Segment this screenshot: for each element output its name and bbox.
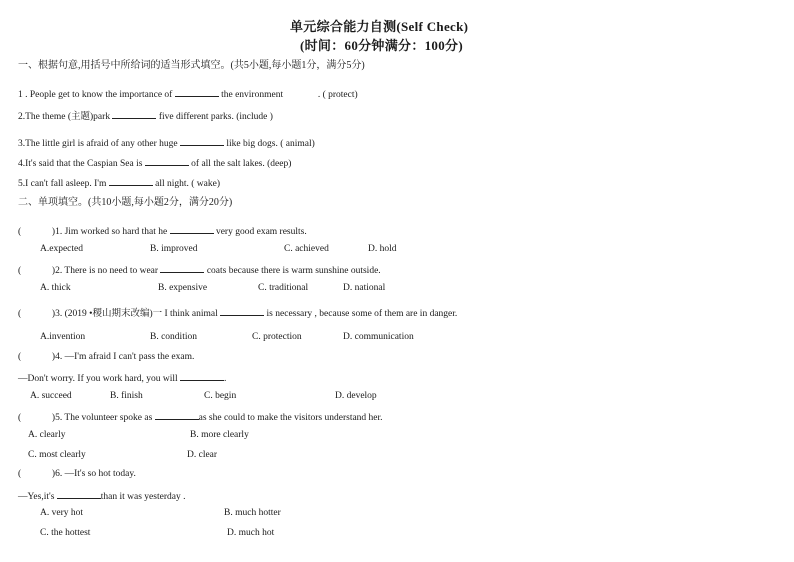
answer-blank[interactable] [112, 110, 156, 119]
question-text: 5.I can't fall asleep. I'm [18, 179, 107, 189]
fill-question-3 [18, 137, 315, 150]
question-stem: —Don't worry. If you work hard, you will [18, 374, 178, 384]
question-text: 2.The theme (主题)park [18, 112, 111, 122]
option-b: B. improved [150, 244, 198, 254]
option-c: C. traditional [258, 283, 309, 293]
question-stem: )2. There is no need to wear [51, 266, 159, 276]
question-text: the environment [221, 90, 284, 100]
fill-question-2 [18, 110, 273, 123]
answer-paren: ( [18, 413, 22, 423]
question-text: five different parks. (include ) [158, 112, 273, 122]
answer-paren: ( [18, 309, 22, 319]
answer-blank[interactable] [180, 372, 224, 381]
option-b: B. expensive [158, 283, 208, 293]
dialogue-reply [18, 372, 226, 385]
question-text: 1 . People get to know the importance of [18, 90, 173, 100]
question-stem: . [224, 374, 227, 384]
answer-blank[interactable] [145, 157, 189, 166]
option-b: B. condition [150, 332, 197, 342]
question-text: 4.It's said that the Caspian Sea is [18, 159, 143, 169]
answer-paren: ( [18, 227, 22, 237]
choice-question-6 [18, 470, 136, 480]
answer-paren: ( [18, 266, 22, 276]
choice-question-4 [18, 353, 194, 363]
question-stem: )3. (2019 •稷山期末改编)一 I think animal [51, 309, 218, 319]
choice-question-3 [18, 307, 457, 320]
answer-paren: ( [18, 469, 22, 479]
option-c: C. begin [204, 391, 237, 401]
answer-blank[interactable] [57, 490, 101, 499]
choice-question-1 [18, 225, 307, 238]
answer-blank[interactable] [180, 137, 224, 146]
option-c: C. most clearly [28, 450, 86, 460]
option-a: A. thick [40, 283, 71, 293]
fill-question-5 [18, 177, 220, 190]
option-d: D. clear [187, 450, 218, 460]
page-subtitle: (时间：60分钟满分：100分) [300, 38, 463, 53]
question-stem: very good exam results. [215, 227, 307, 237]
option-c: C. protection [252, 332, 302, 342]
question-stem: )1. Jim worked so hard that he [51, 227, 168, 237]
question-text: of all the salt lakes. (deep) [191, 159, 292, 169]
question-text: 3.The little girl is afraid of any other huge [18, 139, 178, 149]
choice-question-2 [18, 264, 381, 277]
dialogue-reply [18, 490, 185, 503]
option-c: C. achieved [284, 244, 329, 254]
option-d: D. much hot [227, 528, 275, 538]
question-stem: )6. —It's so hot today. [51, 469, 136, 479]
fill-question-4 [18, 157, 291, 170]
option-a: A. clearly [28, 430, 66, 440]
option-b: B. much hotter [224, 508, 281, 518]
option-b: B. finish [110, 391, 143, 401]
question-stem: )4. —I'm afraid I can't pass the exam. [51, 352, 195, 362]
question-text: all night. ( wake) [155, 179, 221, 189]
answer-blank[interactable] [109, 177, 153, 186]
question-hint: . ( protect) [317, 90, 358, 100]
option-d: D. develop [335, 391, 377, 401]
fill-question-1 [18, 88, 358, 101]
answer-blank[interactable] [155, 411, 199, 420]
option-a: A.invention [40, 332, 86, 342]
choice-question-5 [18, 411, 383, 424]
section-1-heading: 一、根据句意,用括号中所给词的适当形式填空。(共5小题,每小题1分，满分5分) [18, 60, 365, 71]
question-stem: as she could to make the visitors understand her. [198, 413, 383, 423]
option-c: C. the hottest [40, 528, 91, 538]
answer-blank[interactable] [220, 307, 264, 316]
option-a: A. succeed [30, 391, 72, 401]
option-d: D. national [343, 283, 386, 293]
answer-blank[interactable] [160, 264, 204, 273]
option-a: A.expected [40, 244, 83, 254]
question-stem: is necessary , because some of them are in danger. [266, 309, 458, 319]
question-stem: coats because there is warm sunshine outside. [206, 266, 381, 276]
question-text: like big dogs. ( animal) [226, 139, 315, 149]
answer-blank[interactable] [170, 225, 214, 234]
question-stem: )5. The volunteer spoke as [51, 413, 153, 423]
option-d: D. communication [343, 332, 414, 342]
question-stem: than it was yesterday . [100, 492, 186, 502]
option-d: D. hold [368, 244, 397, 254]
page-title: 单元综合能力自测(Self Check) [290, 19, 469, 34]
question-stem: —Yes,it's [18, 492, 55, 502]
option-b: B. more clearly [190, 430, 249, 440]
option-a: A. very hot [40, 508, 84, 518]
section-2-heading: 二、单项填空。(共10小题,每小题2分，满分20分) [18, 197, 233, 208]
answer-blank[interactable] [175, 88, 219, 97]
answer-paren: ( [18, 352, 22, 362]
